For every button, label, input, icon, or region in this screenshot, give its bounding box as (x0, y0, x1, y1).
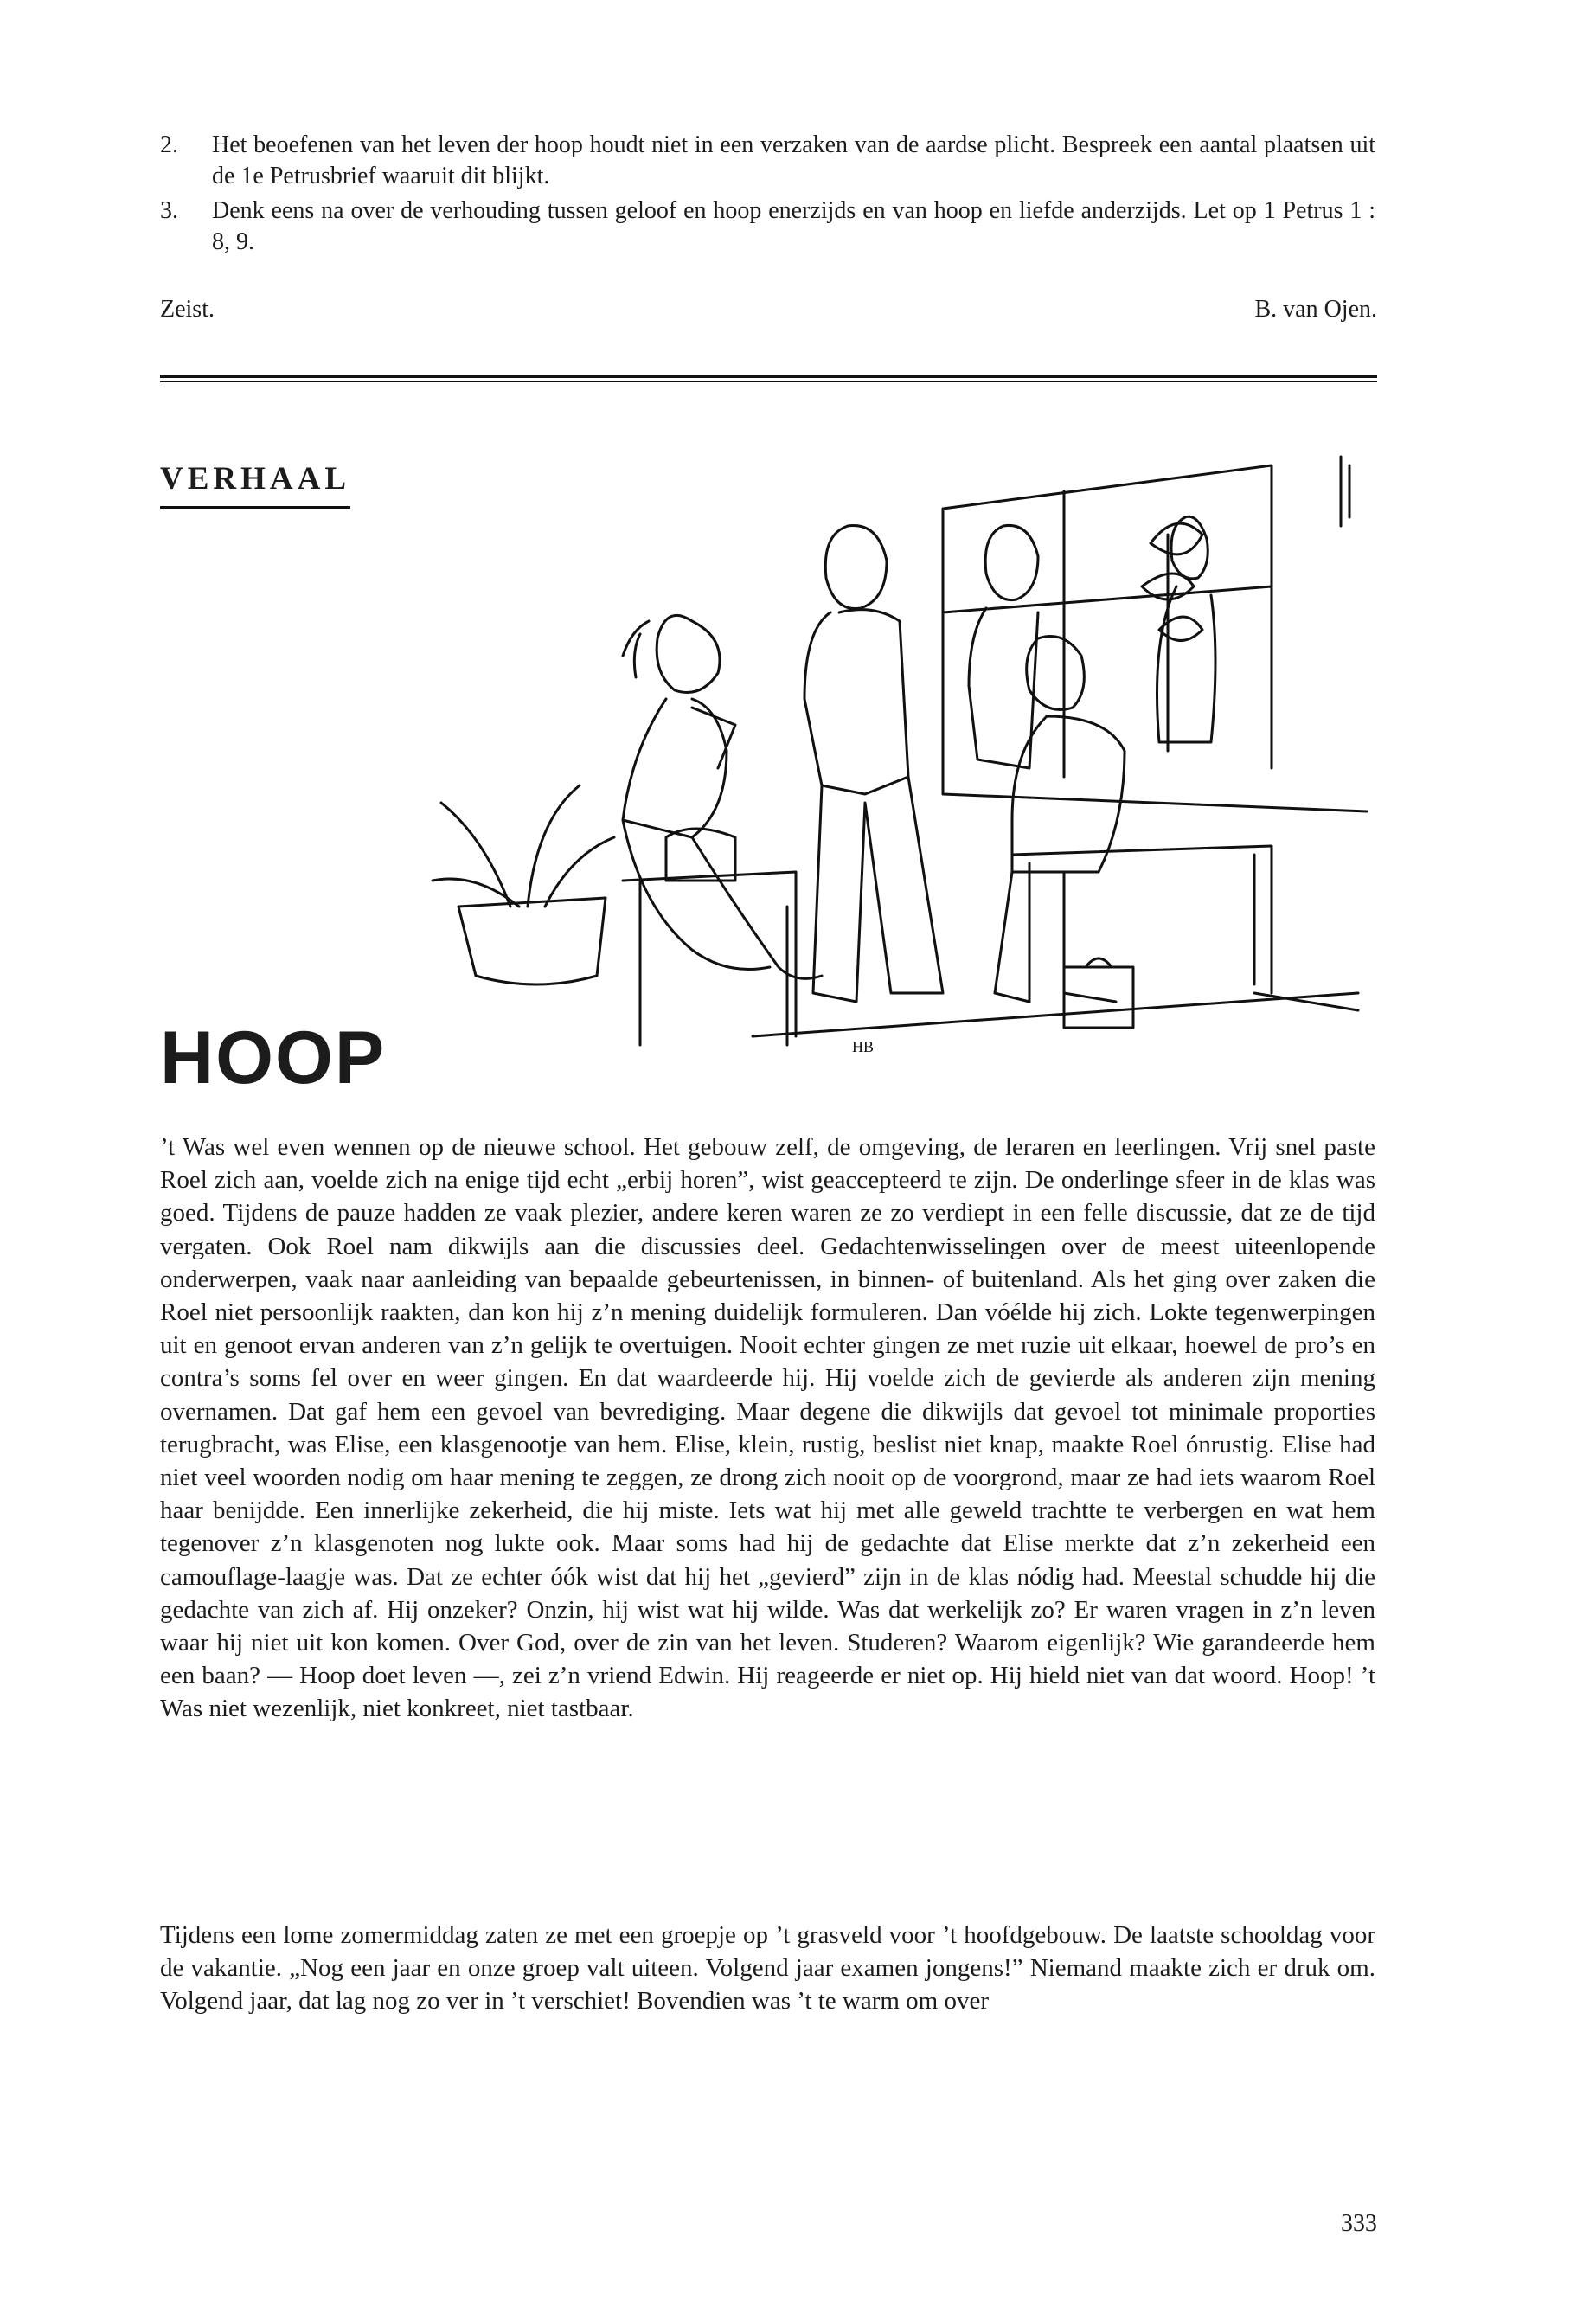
story-title: HOOP (160, 1016, 387, 1099)
question-number: 2. (160, 131, 178, 158)
story-illustration (407, 439, 1375, 1062)
signature-author: B. van Ojen. (1254, 296, 1377, 323)
question-number: 3. (160, 197, 178, 224)
discussion-question-3 (160, 195, 1375, 258)
page-number: 333 (1341, 2210, 1377, 2237)
question-text: Denk eens na over de verhouding tussen geloof en hoop enerzijds en van hoop en liefde anderzijds. Let op 1 Petrus 1 : 8, 9. (212, 197, 1375, 255)
section-divider (160, 375, 1377, 378)
discussion-question-2 (160, 130, 1375, 192)
signature-place: Zeist. (160, 296, 215, 323)
story-paragraph: ’t Was wel even wennen op de nieuwe school. Het gebouw zelf, de omgeving, de leraren en leerlingen. Vrij snel paste Roel zich aan, voelde zich na enige tijd echt „erbij horen”, wist geaccepteerd te zijn. De onderlinge sfeer in de klas was goed. Tijdens de pauze hadden ze vaak plezier, andere keren waren ze zo verdiept in een felle discussie, dat ze de tijd vergaten. Ook Roel nam dikwijls aan die discussies deel. Gedachtenwisselingen over de meest uiteenlopende onderwerpen, vaak naar aanleiding van bepaalde gebeurtenissen, in binnen- of buitenland. Als het ging over zaken die Roel niet persoonlijk raakten, dan kon hij z’n mening duidelijk formuleren. Dan vóélde hij zich. Lokte tegenwerpingen uit en genoot ervan anderen van z’n gelijk te overtuigen. Nooit echter gingen ze met ruzie uit elkaar, hoewel de pro’s en contra’s soms fel over en weer gingen. En dat waardeerde hij. Hij voelde zich de gevierde als anderen zijn mening overnamen. Dat gaf hem een gevoel van bevrediging. Maar degene die dikwijls dat gevoel tot minimale proporties terugbracht, was Elise, een klasgenootje van hem. Elise, klein, rustig, beslist niet knap, maakte Roel ónrustig. Elise had niet veel woorden nodig om haar mening te zeggen, ze drong zich nooit op de voorgrond, maar ze had iets waarom Roel haar benijdde. Een innerlijke zekerheid, die hij miste. Iets wat hij met alle geweld trachtte te verbergen en wat hem tegenover z’n klasgenoten nog lukte ook. Maar soms had hij de gedachte dat Elise merkte dat z’n zekerheid een camouflage-laagje was. Dat ze echter óók wist dat hij het „gevierd” zijn in de klas nódig had. Meestal schudde hij die gedachte van zich af. Hij onzeker? Onzin, hij wist wat hij wilde. Was dat werkelijk zo? Er waren vragen in z’n leven waar hij niet uit kon komen. Over God, over de zin van het leven. Studeren? Waarom eigenlijk? Wie garandeerde hem een baan? — Hoop doet leven —, zei z’n vriend Edwin. Hij reageerde er niet op. Hij hield niet van dat woord. Hoop! ’t Was niet wezenlijk, niet konkreet, niet tastbaar. (160, 1133, 1375, 1723)
question-text: Het beoefenen van het leven der hoop houdt niet in een verzaken van de aardse plicht. Bespreek een aantal plaatsen uit de 1e Petrusbrief waaruit dit blijkt. (212, 131, 1375, 189)
artist-initials: HB (852, 1038, 875, 1055)
story-paragraph: Tijdens een lome zomermiddag zaten ze met een groepje op ’t grasveld voor ’t hoofdgebouw. De laatste schooldag voor de vakantie. „Nog een jaar en onze groep valt uiteen. Volgend jaar examen jongens!” Niemand maakte zich er druk om. Volgend jaar, dat lag nog zo ver in ’t verschiet! Bovendien was ’t te warm om over (160, 1921, 1375, 2016)
section-label: VERHAAL (160, 460, 350, 509)
section-divider-thin (160, 381, 1377, 382)
